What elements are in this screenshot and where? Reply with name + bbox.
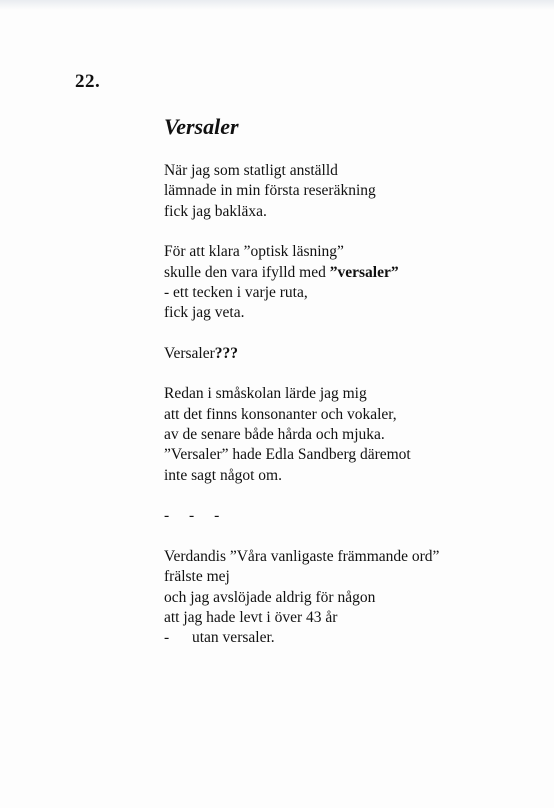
poem-line: fick jag bakläxa. (164, 202, 267, 220)
poem-line: och jag avslöjade aldrig för någon (164, 588, 376, 606)
poem-line: För att klara ”optisk läsning” (164, 243, 344, 261)
poem-line: Verdandis ”Våra vanligaste främmande ord” (164, 547, 440, 565)
poem-line: frälste mej (164, 568, 230, 586)
poem-line-text: skulle den vara ifylld med (164, 263, 330, 281)
poem-line: att det finns konsonanter och vokaler, (164, 405, 397, 423)
poem-line: av de senare både hårda och mjuka. (164, 426, 385, 444)
poem-line-text: Versaler (164, 344, 215, 362)
poem-body (164, 161, 524, 669)
question-marks: ??? (214, 344, 239, 362)
page-number: 22. (75, 71, 101, 92)
dash-marker: - (164, 629, 170, 647)
poem-line: fick jag veta. (164, 304, 245, 322)
poem-line (164, 628, 524, 648)
poem-line-text: utan versaler. (192, 629, 275, 647)
stanza-4 (164, 384, 524, 486)
stanza-2 (164, 242, 524, 324)
bold-term-versaler: ”versaler” (329, 263, 399, 281)
poem-line: att jag hade levt i över 43 år (164, 608, 338, 626)
poem-line: När jag som statligt anställd (164, 162, 338, 179)
poem-line (164, 263, 524, 283)
stanza-1 (164, 161, 524, 222)
stanza-3 (164, 344, 524, 364)
separator (164, 506, 524, 526)
poem-line: - ett tecken i varje ruta, (164, 284, 308, 302)
poem-line: lämnade in min första reseräkning (164, 182, 376, 200)
poem-line: Redan i småskolan lärde jag mig (164, 385, 367, 403)
stanza-5 (164, 547, 524, 649)
poem-line: inte sagt något om. (164, 466, 282, 484)
poem-line (164, 344, 524, 364)
section-separator: - - - (164, 507, 228, 525)
poem-title: Versaler (164, 114, 239, 139)
poem-line: ”Versaler” hade Edla Sandberg däremot (164, 446, 411, 464)
page-top-edge (0, 0, 554, 10)
